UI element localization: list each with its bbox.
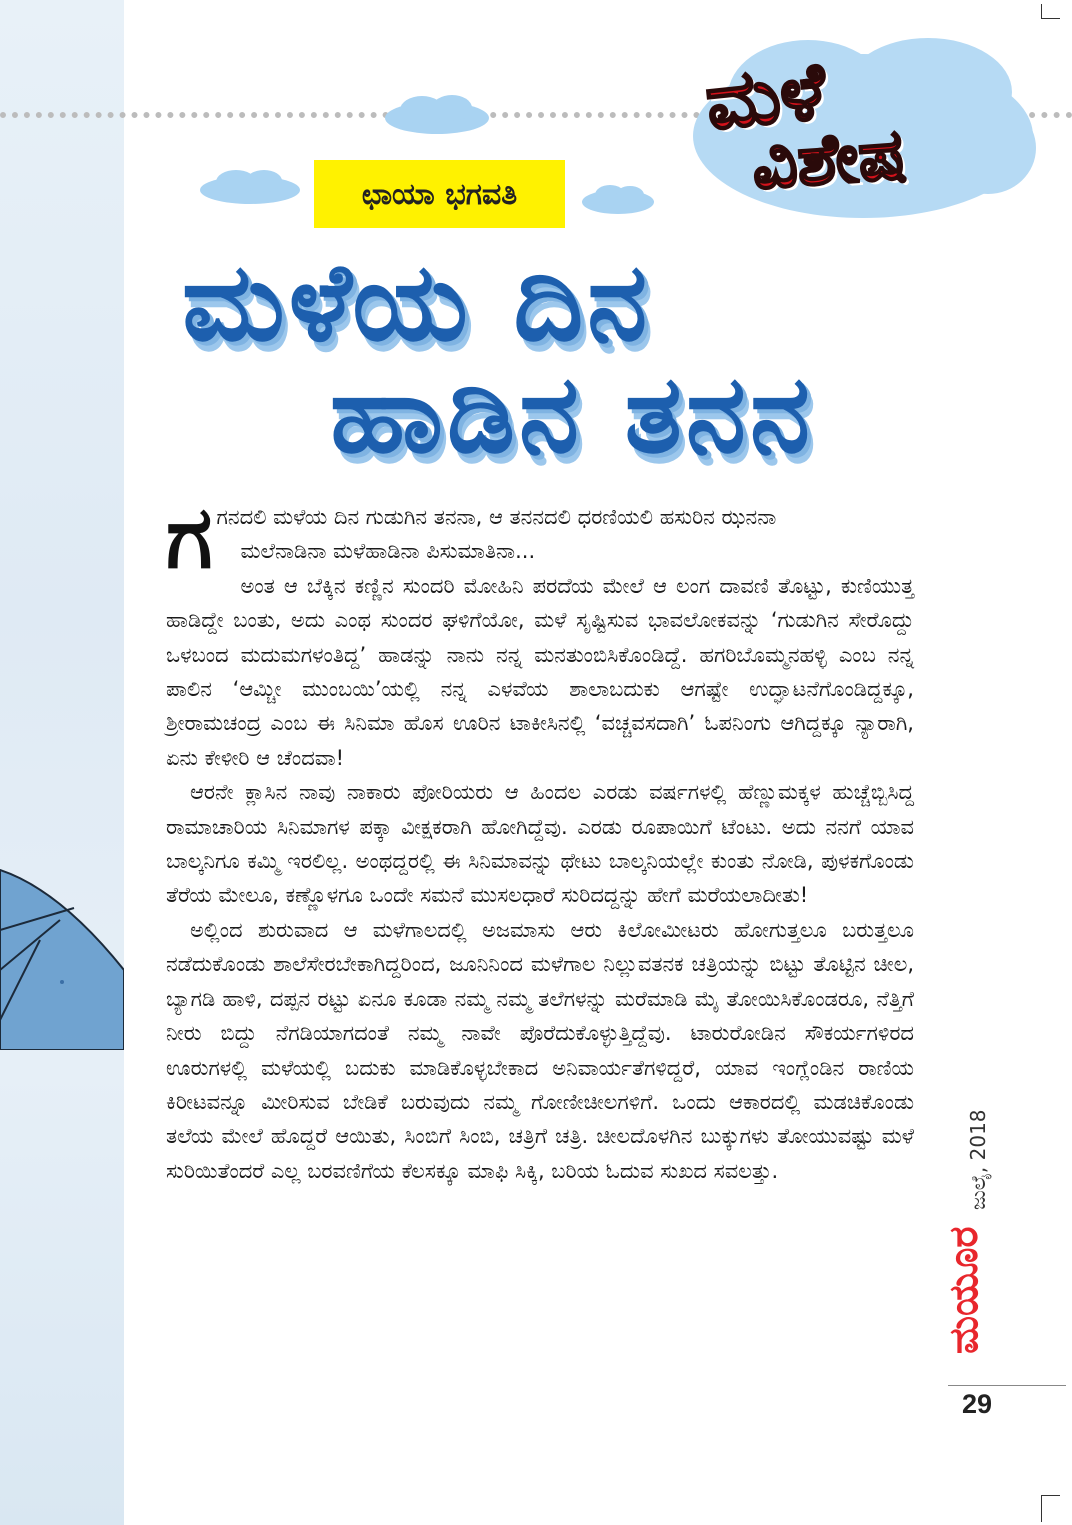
headline-line2: ಹಾಡಿನ ತನನ bbox=[330, 352, 814, 477]
umbrella-icon bbox=[0, 850, 124, 1050]
cloud-icon bbox=[194, 166, 302, 206]
article-paragraph: ಮಲೆನಾಡಿನಾ ಮಳೆಹಾಡಿನಾ ಪಿಸುಮಾತಿನಾ... bbox=[240, 539, 536, 564]
cloud-icon bbox=[580, 182, 656, 216]
crop-mark-bottom bbox=[1041, 1495, 1060, 1522]
left-background-strip bbox=[0, 0, 124, 1525]
cloud-icon bbox=[382, 92, 492, 136]
article-paragraph: ಅಲ್ಲಿಂದ ಶುರುವಾದ ಆ ಮಳೆಗಾಲದಲ್ಲಿ ಅಜಮಾಸು ಆರು ಕಿಲೋಮೀಟರು ಹೋಗುತ್ತಲೂ ಬರುತ್ತಲೂ ನಡೆದುಕೊಂಡು ಶಾಲೆಸೇರಬೇಕಾಗಿದ್ದರಿಂದ, ಜೂನಿನಿಂದ ಮಳೆಗಾಲ ನಿಲ್ಲುವತನಕ ಚತ್ರಿಯನ್ನು ಬಿಟ್ಟು ತೊಟ್ಟಿನ ಚೀಲ, ಬ್ಯಾಗಡಿ ಹಾಳಿ, ದಪ್ಪನ ರಟ್ಟು ಏನೂ ಕೂಡಾ ನಮ್ಮ ನಮ್ಮ ತಲೆಗಳನ್ನು ಮರೆಮಾಡಿ ಮೈ ತೋಯಿಸಿಕೊಂಡರೂ, ನೆತ್ತಿಗೆ ನೀರು ಬಿದ್ದು ನೆಗಡಿಯಾಗದಂತೆ ನಮ್ಮ ನಾವೇ ಪೊರೆದುಕೊಳ್ಳುತ್ತಿದ್ದೆವು. ಟಾರುರೋಡಿನ ಸೌಕರ್ಯಗಳಿರದ ಊರುಗಳಲ್ಲಿ ಮಳೆಯಲ್ಲಿ ಬದುಕು ಮಾಡಿಕೊಳ್ಳಬೇಕಾದ ಅನಿವಾರ್ಯತೆಗಳಿದ್ದರೆ, ಯಾವ ಇಂಗ್ಲೆಂಡಿನ ರಾಣಿಯ ಕಿರೀಟವನ್ನೂ ಮೀರಿಸುವ ಬೇಡಿಕೆ ಬರುವುದು ನಮ್ಮ ಗೋಣೀಚೀಲಗಳಿಗೆ. ಒಂದು ಆಕಾರದಲ್ಲಿ ಮಡಚಿಕೊಂಡು ತಲೆಯ ಮೇಲೆ ಹೊದ್ದರೆ ಆಯಿತು, ಸಿಂಬಿಗೆ ಸಿಂಬಿ, ಚತ್ರಿಗೆ ಚತ್ರಿ. ಚೀಲದೊಳಗಿನ ಬುಕ್ಕುಗಳು ತೋಯುವಷ್ಟು ಮಳೆ ಸುರಿಯಿತೆಂದರೆ ಎಲ್ಲ ಬರವಣಿಗೆಯ ಕೆಲಸಕ್ಕೂ ಮಾಫಿ ಸಿಕ್ಕಿ, ಬರಿಯ ಓದುವ ಸುಖದ ಸವಲತ್ತು. bbox=[166, 917, 914, 1183]
headline-line1: ಮಳೆಯ ದಿನ bbox=[182, 240, 652, 365]
badge-title-line1: ಮಳೆ bbox=[701, 45, 830, 149]
paragraph-text: ಗನದಲಿ ಮಳೆಯ ದಿನ ಗುಡುಗಿನ ತನನಾ, ಆ ತನನದಲಿ ಧರಣಿಯಲಿ ಹಸುರಿನ ಝನನಾ bbox=[216, 505, 777, 529]
dotted-rule bbox=[0, 112, 712, 118]
crop-mark-top bbox=[1041, 4, 1060, 19]
drop-cap: ಗ bbox=[166, 488, 213, 588]
page-number: 29 bbox=[962, 1389, 993, 1419]
issue-date: ಜುಲೈ, 2018 bbox=[966, 1109, 990, 1210]
article-body bbox=[166, 488, 914, 1188]
article-paragraph: ಆರನೇ ಕ್ಲಾಸಿನ ನಾವು ನಾಕಾರು ಪೋರಿಯರು ಆ ಹಿಂದಲ ಎರಡು ವರ್ಷಗಳಲ್ಲಿ ಹೆಣ್ಣುಮಕ್ಕಳ ಹುಚ್ಚೆಬ್ಬಿಸಿದ್ದ ರಾಮಾಚಾರಿಯ ಸಿನಿಮಾಗಳ ಪಕ್ಕಾ ವೀಕ್ಷಕರಾಗಿ ಹೋಗಿದ್ದೆವು. ಎರಡು ರೂಪಾಯಿಗೆ ಟೆಂಟು. ಅದು ನನಗೆ ಯಾವ ಬಾಲ್ಕನಿಗೂ ಕಮ್ಮಿ ಇರಲಿಲ್ಲ. ಅಂಥದ್ದರಲ್ಲಿ ಈ ಸಿನಿಮಾವನ್ನು ಥೇಟು ಬಾಲ್ಕನಿಯಲ್ಲೇ ಕುಂತು ನೋಡಿ, ಪುಳಕಗೊಂಡು ತೆರೆಯ ಮೇಲೂ, ಕಣ್ಣೊಳಗೂ ಒಂದೇ ಸಮನೆ ಮುಸಲಧಾರೆ ಸುರಿದದ್ದನ್ನು ಹೇಗೆ ಮರೆಯಲಾದೀತು! bbox=[166, 780, 914, 908]
author-name: ಛಾಯಾ ಭಗವತಿ bbox=[314, 160, 565, 228]
page-number-rule bbox=[948, 1385, 1066, 1386]
badge-title-line2: ವಿಶೇಷ bbox=[749, 112, 909, 206]
magazine-name: ಮಯೂರ bbox=[941, 1226, 987, 1354]
article-paragraph: ಅಂತ ಆ ಬೆಕ್ಕಿನ ಕಣ್ಣಿನ ಸುಂದರಿ ಮೋಹಿನಿ ಪರದೆಯ ಮೇಲೆ ಆ ಲಂಗ ದಾವಣಿ ತೊಟ್ಟು, ಕುಣಿಯುತ್ತ ಹಾಡಿದ್ದೇ ಬಂತು, ಅದು ಎಂಥ ಸುಂದರ ಘಳಿಗೆಯೋ, ಮಳೆ ಸೃಷ್ಟಿಸುವ ಭಾವಲೋಕವನ್ನು ‘ಗುಡುಗಿನ ಸೇರೊದ್ದು ಒಳಬಂದ ಮದುಮಗಳಂತಿದ್ದ’ ಹಾಡನ್ನು ನಾನು ನನ್ನ ಮನತುಂಬಿಸಿಕೊಂಡಿದ್ದೆ. ಹಗರಿಬೊಮ್ಮನಹಳ್ಳಿ ಎಂಬ ನನ್ನ ಪಾಲಿನ ‘ಆಮ್ಚೀ ಮುಂಬಯಿ’ಯಲ್ಲಿ ನನ್ನ ಎಳವೆಯ ಶಾಲಾಬದುಕು ಆಗಷ್ಟೇ ಉದ್ಘಾಟನೆಗೊಂಡಿದ್ದಕ್ಕೂ, ಶ್ರೀರಾಮಚಂದ್ರ ಎಂಬ ಈ ಸಿನಿಮಾ ಹೊಸ ಊರಿನ ಟಾಕೀಸಿನಲ್ಲಿ ‘ವಚ್ಚವಸದಾಗಿ’ ಓಪನಿಂಗು ಆಗಿದ್ದಕ್ಕೂ ನ್ಯಾರಾಗಿ, ಏನು ಕೇಳೀರಿ ಆ ಚೆಂದವಾ! bbox=[166, 573, 914, 770]
